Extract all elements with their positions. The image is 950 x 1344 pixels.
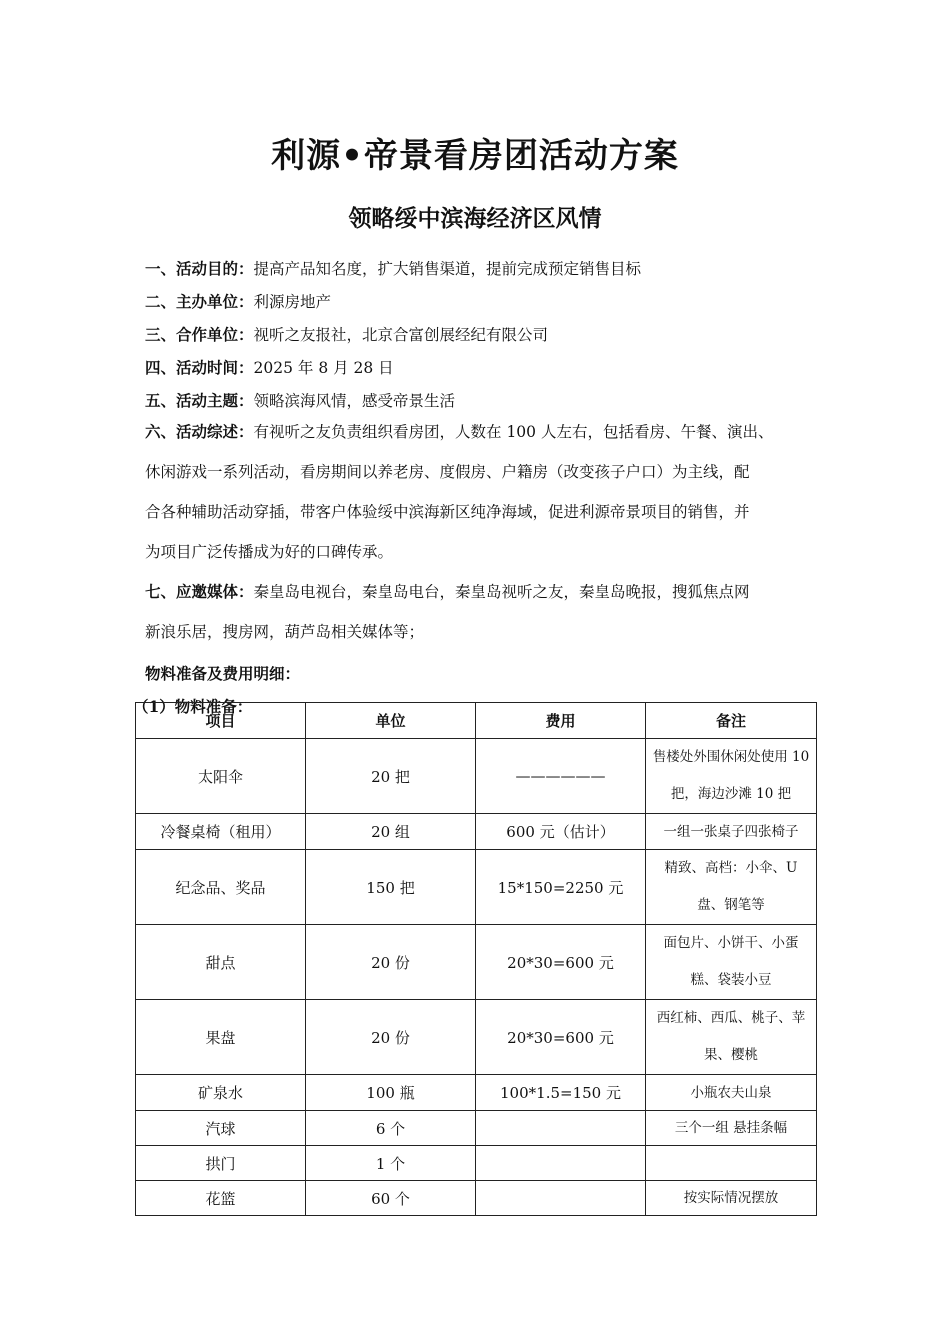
materials-table-container [135, 702, 816, 1216]
cell-item: 花篮 [136, 1181, 306, 1216]
cell-cost [476, 1111, 646, 1146]
cell-item: 拱门 [136, 1146, 306, 1181]
table-row [136, 1181, 817, 1216]
overview-line: 为项目广泛传播成为好的口碑传承。 [145, 543, 394, 561]
section-label: 七、应邀媒体： [145, 582, 254, 601]
document-subtitle: 领略绥中滨海经济区风情 [348, 205, 602, 232]
table-row [136, 1146, 817, 1181]
section-text: 提高产品知名度，扩大销售渠道，提前完成预定销售目标 [253, 260, 642, 278]
cell-note: 按实际情况摆放 [646, 1181, 817, 1216]
section-label: 三、合作单位： [145, 325, 254, 344]
overview-line: 休闲游戏一系列活动，看房期间以养老房、度假房、户籍房（改变孩子户口）为主线，配 [145, 463, 750, 481]
table-row [136, 1111, 817, 1146]
section-partners [145, 318, 825, 351]
materials-table [135, 702, 817, 1216]
table-row [136, 925, 817, 1000]
section-text: 利源房地产 [253, 293, 332, 311]
cell-unit: 1 个 [306, 1146, 476, 1181]
cell-item: 太阳伞 [136, 739, 306, 814]
cell-unit: 20 把 [306, 739, 476, 814]
cell-cost: 20*30=600 元 [476, 1000, 646, 1075]
overview-line: 合各种辅助活动穿插，带客户体验绥中滨海新区纯净海域，促进利源帝景项目的销售，并 [145, 503, 750, 521]
column-header: 项目 [136, 703, 306, 739]
media-line: 新浪乐居，搜房网，葫芦岛相关媒体等； [145, 623, 425, 641]
cell-unit: 60 个 [306, 1181, 476, 1216]
cell-unit: 150 把 [306, 850, 476, 925]
table-row [136, 1075, 817, 1111]
cell-cost: 600 元（估计） [476, 814, 646, 850]
document-body [133, 252, 825, 723]
table-row [136, 1000, 817, 1075]
cell-unit: 6 个 [306, 1111, 476, 1146]
cell-note: 一组一张桌子四张椅子 [646, 814, 817, 850]
table-row [136, 739, 817, 814]
document-title: 利源•帝景看房团活动方案 [271, 136, 679, 176]
cell-item: 汽球 [136, 1111, 306, 1146]
cell-note: 三个一组 悬挂条幅 [646, 1111, 817, 1146]
materials-heading: 物料准备及费用明细： [145, 664, 301, 683]
section-label: 一、活动目的： [145, 259, 254, 278]
cell-note: 售楼处外围休闲处使用 10 把，海边沙滩 10 把 [646, 739, 817, 814]
section-purpose [145, 252, 825, 285]
cell-unit: 20 份 [306, 925, 476, 1000]
cell-unit: 20 份 [306, 1000, 476, 1075]
cell-cost: 100*1.5=150 元 [476, 1075, 646, 1111]
cell-cost [476, 1146, 646, 1181]
section-theme [145, 384, 825, 417]
cell-unit: 100 瓶 [306, 1075, 476, 1111]
section-label: 二、主办单位： [145, 292, 254, 311]
cell-note: 西红柿、西瓜、桃子、苹果、樱桃 [646, 1000, 817, 1075]
section-text: 2025 年 8 月 28 日 [253, 359, 394, 377]
cell-note: 面包片、小饼干、小蛋糕、袋装小豆 [646, 925, 817, 1000]
table-row [136, 850, 817, 925]
cell-note: 精致、高档：小伞、U 盘、钢笔等 [646, 850, 817, 925]
cell-note: 小瓶农夫山泉 [646, 1075, 817, 1111]
section-label: 五、活动主题： [145, 391, 254, 410]
materials-subheading: （1）物料准备： [133, 697, 253, 716]
cell-cost [476, 1181, 646, 1216]
cell-item: 果盘 [136, 1000, 306, 1075]
cell-item: 甜点 [136, 925, 306, 1000]
cell-item: 纪念品、奖品 [136, 850, 306, 925]
section-label: 四、活动时间： [145, 358, 254, 377]
column-header: 费用 [476, 703, 646, 739]
table-header-row [136, 703, 817, 739]
section-media [145, 577, 825, 657]
cell-unit: 20 组 [306, 814, 476, 850]
cell-cost: —————— [476, 739, 646, 814]
section-time [145, 351, 825, 384]
cell-cost: 20*30=600 元 [476, 925, 646, 1000]
section-host [145, 285, 825, 318]
column-header: 单位 [306, 703, 476, 739]
section-label: 六、活动综述： [145, 422, 254, 441]
section-overview [145, 417, 825, 577]
column-header: 备注 [646, 703, 817, 739]
cell-item: 冷餐桌椅（租用） [136, 814, 306, 850]
section-text: 领略滨海风情，感受帝景生活 [253, 392, 456, 410]
media-line: 秦皇岛电视台，秦皇岛电台，秦皇岛视听之友，秦皇岛晚报，搜狐焦点网 [253, 583, 750, 601]
cell-note [646, 1146, 817, 1181]
cell-cost: 15*150=2250 元 [476, 850, 646, 925]
cell-item: 矿泉水 [136, 1075, 306, 1111]
table-row [136, 814, 817, 850]
section-text: 视听之友报社，北京合富创展经纪有限公司 [253, 326, 549, 344]
overview-line: 有视听之友负责组织看房团，人数在 100 人左右，包括看房、午餐、演出、 [253, 423, 774, 441]
